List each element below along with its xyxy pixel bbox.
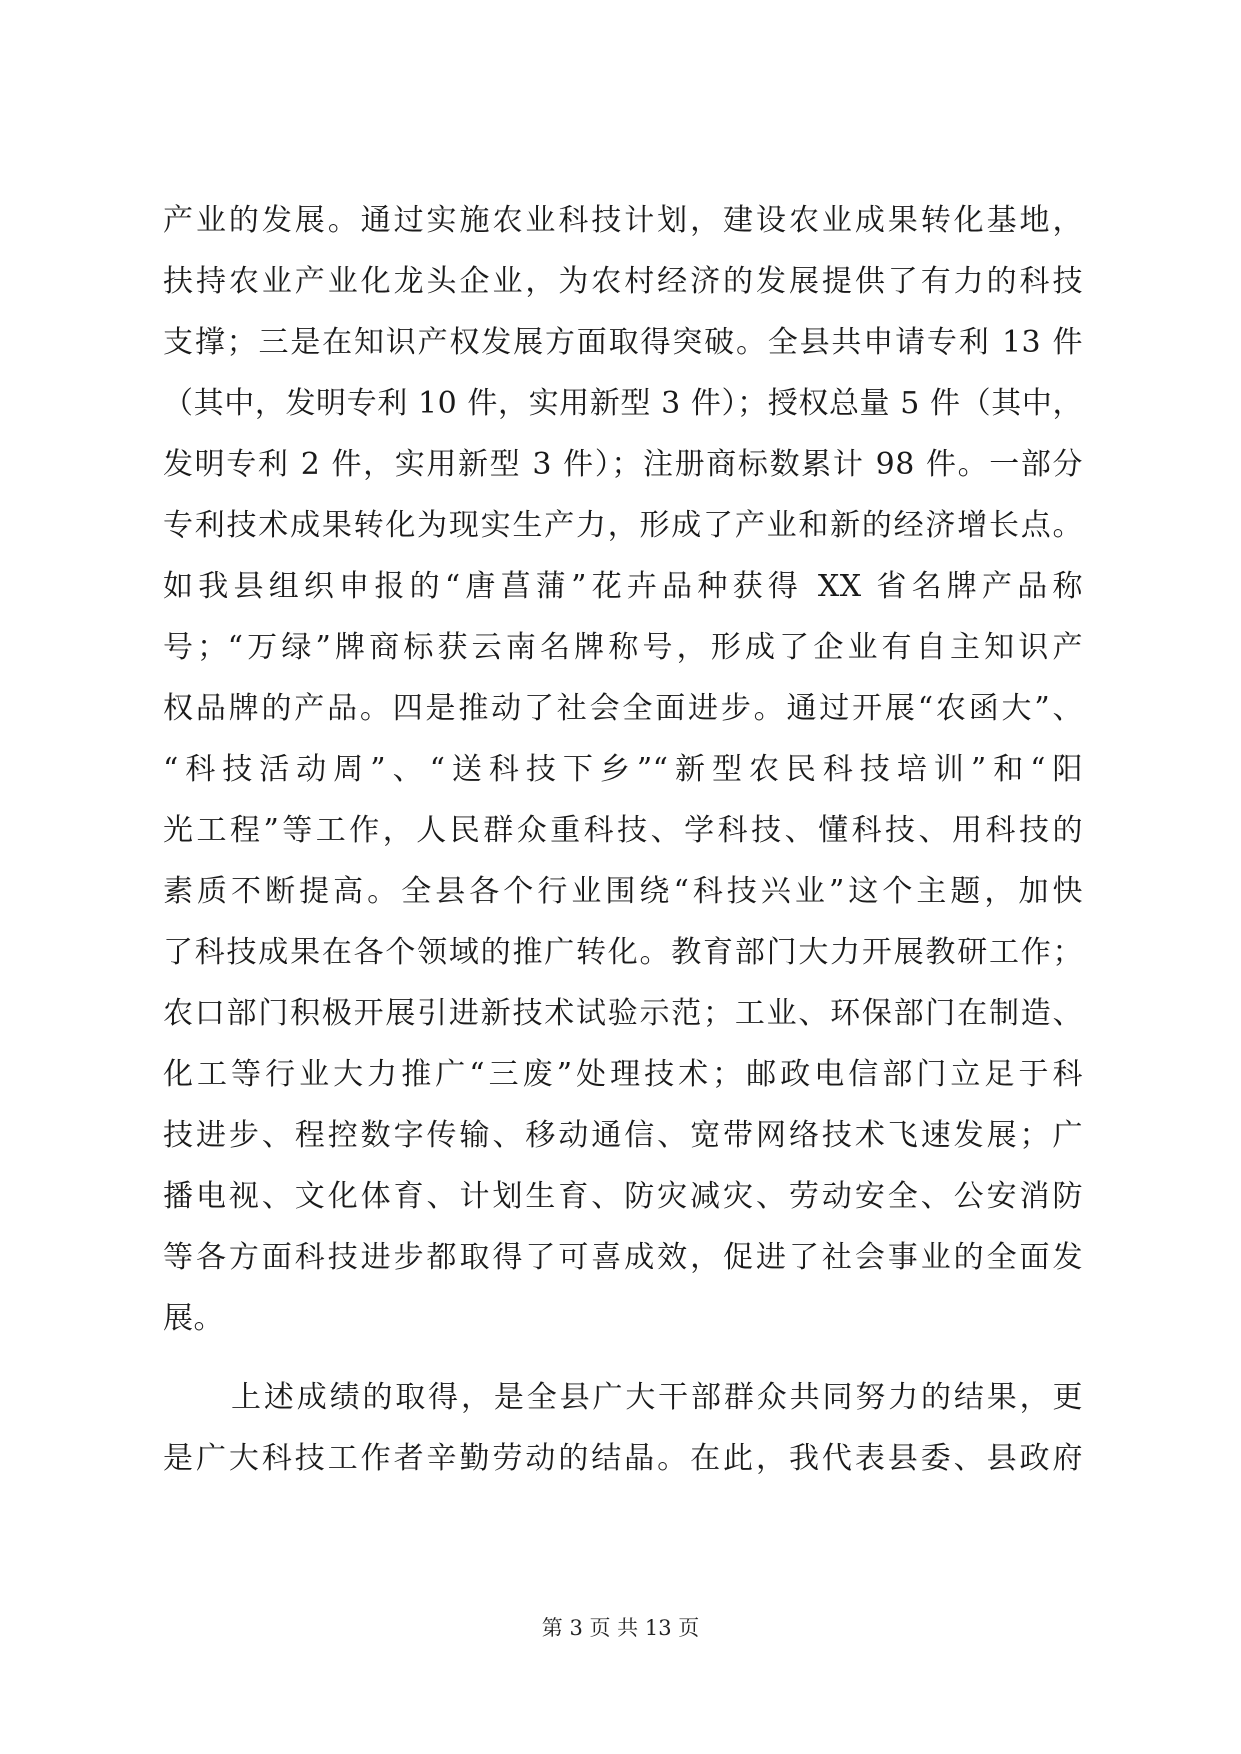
text-line: “科技活动周”、“送科技下乡”“新型农民科技培训”和“阳 bbox=[163, 752, 1083, 787]
text-line: 光工程”等工作，人民群众重科技、学科技、懂科技、用科技的 bbox=[163, 813, 1083, 848]
text-line: 发明专利 2 件，实用新型 3 件）；注册商标数累计 98 件。一部分 bbox=[163, 447, 1083, 482]
text-line: （其中，发明专利 10 件，实用新型 3 件）；授权总量 5 件（其中， bbox=[163, 386, 1083, 421]
text-line: 如我县组织申报的“唐菖蒲”花卉品种获得 XX 省名牌产品称 bbox=[163, 569, 1083, 604]
text-line: 权品牌的产品。四是推动了社会全面进步。通过开展“农函大”、 bbox=[163, 691, 1083, 726]
text-line: 播电视、文化体育、计划生育、防灾减灾、劳动安全、公安消防 bbox=[163, 1179, 1083, 1214]
page-footer: 第 3 页 共 13 页 bbox=[541, 1616, 700, 1640]
text-line: 技进步、程控数字传输、移动通信、宽带网络技术飞速发展；广 bbox=[163, 1118, 1083, 1153]
text-line: 产业的发展。通过实施农业科技计划，建设农业成果转化基地， bbox=[163, 203, 1083, 238]
document-body bbox=[163, 190, 1083, 1489]
text-line: 化工等行业大力推广“三废”处理技术；邮政电信部门立足于科 bbox=[163, 1057, 1083, 1092]
text-line: 号；“万绿”牌商标获云南名牌称号，形成了企业有自主知识产 bbox=[163, 630, 1083, 665]
text-line: 农口部门积极开展引进新技术试验示范；工业、环保部门在制造、 bbox=[163, 996, 1083, 1031]
text-line: 扶持农业产业化龙头企业，为农村经济的发展提供了有力的科技 bbox=[163, 264, 1083, 299]
paragraph-1 bbox=[163, 190, 1083, 1349]
text-line: 专利技术成果转化为现实生产力，形成了产业和新的经济增长点。 bbox=[163, 508, 1083, 543]
text-line: 了科技成果在各个领域的推广转化。教育部门大力开展教研工作； bbox=[163, 935, 1083, 970]
text-line: 展。 bbox=[163, 1301, 224, 1336]
paragraph-gap bbox=[163, 1349, 1083, 1367]
text-line: 支撑；三是在知识产权发展方面取得突破。全县共申请专利 13 件 bbox=[163, 325, 1083, 360]
text-line: 是广大科技工作者辛勤劳动的结晶。在此，我代表县委、县政府 bbox=[163, 1441, 1083, 1476]
text-line: 上述成绩的取得，是全县广大干部群众共同努力的结果，更 bbox=[231, 1380, 1083, 1415]
paragraph-2 bbox=[163, 1367, 1083, 1489]
text-line: 等各方面科技进步都取得了可喜成效，促进了社会事业的全面发 bbox=[163, 1240, 1083, 1275]
text-line: 素质不断提高。全县各个行业围绕“科技兴业”这个主题，加快 bbox=[163, 874, 1083, 909]
